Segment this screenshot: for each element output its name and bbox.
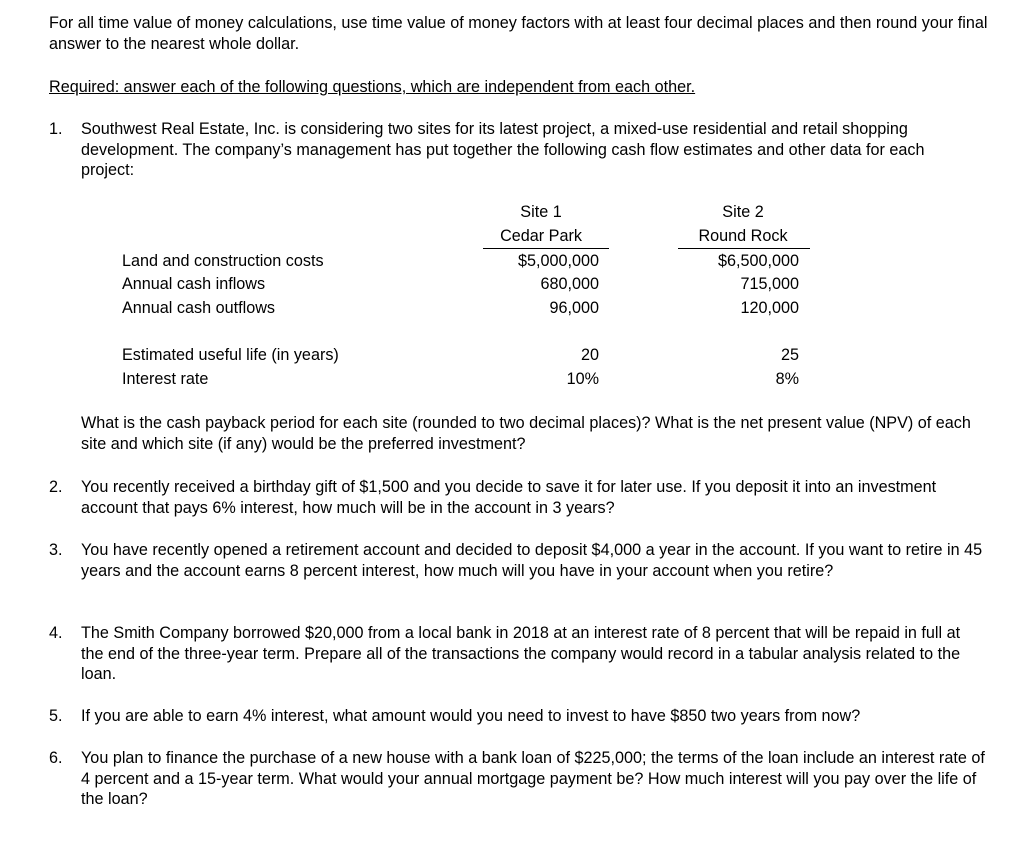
site-1-label: Site 1 bbox=[520, 203, 562, 221]
row-label-useful-life: Estimated useful life (in years) bbox=[122, 346, 339, 364]
question-5-text: If you are able to earn 4% interest, what amount would you need to invest to have $850 two years from now? bbox=[81, 707, 861, 725]
question-6-text: You plan to finance the purchase of a new house with a bank loan of $225,000; the terms of the loan include an interest rate of 4 percent and a 15-year term. What would your annual mortgage payment be? How much interest will you pay over the life of the loan? bbox=[81, 749, 985, 808]
site-1-cash-outflows: 96,000 bbox=[549, 299, 599, 317]
row-label-land-costs: Land and construction costs bbox=[122, 252, 324, 270]
site-2-cash-outflows: 120,000 bbox=[740, 299, 799, 317]
question-4-number: 4. bbox=[49, 624, 63, 642]
question-1-followup: What is the cash payback period for each site (rounded to two decimal places)? What is the net present value (NPV) of each site and which site (if any) would be the preferred investment? bbox=[81, 414, 971, 453]
site-1-land-costs: $5,000,000 bbox=[517, 252, 599, 270]
question-4-text: The Smith Company borrowed $20,000 from a local bank in 2018 at an interest rate of 8 percent that will be repaid in full at the end of the three-year term. Prepare all of the transactions the company would record in a tabular analysis related to the loan. bbox=[81, 624, 961, 683]
site-1-cash-inflows: 680,000 bbox=[540, 275, 599, 293]
question-6-number: 6. bbox=[49, 749, 63, 767]
question-3-number: 3. bbox=[49, 541, 63, 559]
site-2-label: Site 2 bbox=[722, 203, 764, 221]
row-label-cash-inflows: Annual cash inflows bbox=[122, 275, 266, 293]
site-1-useful-life: 20 bbox=[580, 346, 599, 364]
site-2-useful-life: 25 bbox=[780, 346, 799, 364]
site-2-name: Round Rock bbox=[698, 227, 788, 245]
question-1-number: 1. bbox=[49, 120, 63, 138]
site-1-interest-rate: 10% bbox=[566, 370, 599, 388]
row-label-interest-rate: Interest rate bbox=[122, 370, 209, 388]
question-2-number: 2. bbox=[49, 478, 63, 496]
site-1-header-rule bbox=[483, 248, 609, 249]
row-label-cash-outflows: Annual cash outflows bbox=[122, 299, 275, 317]
site-2-cash-inflows: 715,000 bbox=[740, 275, 799, 293]
question-5-number: 5. bbox=[49, 707, 63, 725]
instructions-text: For all time value of money calculations, use time value of money factors with at least four decimal places and then round your final answer to the nearest whole dollar. bbox=[49, 14, 988, 53]
question-2-text: You recently received a birthday gift of $1,500 and you decide to save it for later use. If you deposit it into an investment account that pays 6% interest, how much will be in the account in 3 years? bbox=[81, 478, 937, 517]
site-2-land-costs: $6,500,000 bbox=[717, 252, 799, 270]
site-2-interest-rate: 8% bbox=[775, 370, 799, 388]
required-heading: Required: answer each of the following questions, which are independent from each other. bbox=[49, 78, 696, 96]
question-3-text: You have recently opened a retirement account and decided to deposit $4,000 a year in the account. If you want to retire in 45 years and the account earns 8 percent interest, how much will you have in your account when you retire? bbox=[81, 541, 983, 580]
question-1-text: Southwest Real Estate, Inc. is considering two sites for its latest project, a mixed-use residential and retail shopping development. The company’s management has put together the following cash flow estimates and other data for each project: bbox=[81, 120, 925, 179]
site-2-header-rule bbox=[678, 248, 810, 249]
site-1-name: Cedar Park bbox=[500, 227, 582, 245]
